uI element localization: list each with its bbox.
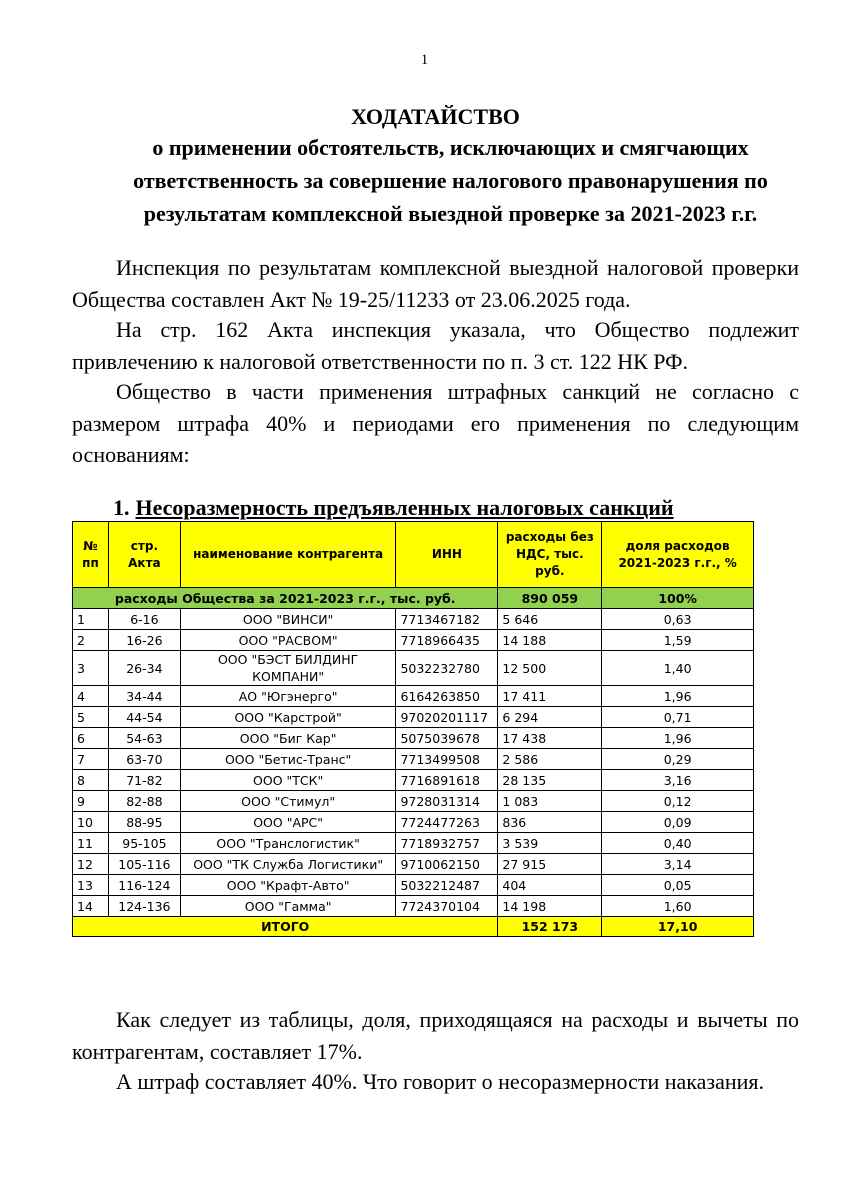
paragraph-liability: На стр. 162 Акта инспекция указала, что Общество подлежит привлечению к налоговой ответственности по п. 3 ст. 122 НК РФ. bbox=[72, 317, 799, 374]
row-counterparty: ООО "ТСК" bbox=[180, 770, 396, 791]
row-page: 105-116 bbox=[108, 854, 180, 875]
row-counterparty: ООО "Транслогистик" bbox=[180, 833, 396, 854]
row-inn: 7713467182 bbox=[396, 609, 498, 630]
paragraph-conclusion-share: Как следует из таблицы, доля, приходящаяся на расходы и вычеты по контрагентам, составляет 17%. bbox=[72, 1007, 799, 1064]
table-row bbox=[73, 686, 754, 707]
summary-row bbox=[73, 588, 754, 609]
row-num: 14 bbox=[73, 896, 109, 917]
row-num: 7 bbox=[73, 749, 109, 770]
row-counterparty: ООО "ТК Служба Логистики" bbox=[180, 854, 396, 875]
row-counterparty: ООО "Крафт-Авто" bbox=[180, 875, 396, 896]
summary-share: 100% bbox=[602, 588, 754, 609]
row-share: 1,40 bbox=[602, 651, 754, 686]
row-page: 44-54 bbox=[108, 707, 180, 728]
row-num: 13 bbox=[73, 875, 109, 896]
table-row bbox=[73, 791, 754, 812]
header-share: доля расходов 2021-2023 г.г., % bbox=[602, 522, 754, 588]
row-share: 1,96 bbox=[602, 686, 754, 707]
row-page: 95-105 bbox=[108, 833, 180, 854]
row-amount: 6 294 bbox=[498, 707, 602, 728]
row-page: 63-70 bbox=[108, 749, 180, 770]
table-header-row bbox=[73, 522, 754, 588]
total-row bbox=[73, 917, 754, 937]
row-inn: 5032212487 bbox=[396, 875, 498, 896]
document-subtitle: о применении обстоятельств, исключающих и смягчающих ответственность за совершение налогового правонарушения по результатам комплексной выездной проверке за 2021-2023 г.г. bbox=[133, 135, 768, 226]
row-num: 2 bbox=[73, 630, 109, 651]
row-amount: 404 bbox=[498, 875, 602, 896]
row-counterparty: ООО "БЭСТ БИЛДИНГ КОМПАНИ" bbox=[180, 651, 396, 686]
page-number: 1 bbox=[420, 52, 429, 68]
row-amount: 3 539 bbox=[498, 833, 602, 854]
row-inn: 6164263850 bbox=[396, 686, 498, 707]
row-num: 1 bbox=[73, 609, 109, 630]
row-counterparty: ООО "Гамма" bbox=[180, 896, 396, 917]
row-counterparty: ООО "ВИНСИ" bbox=[180, 609, 396, 630]
paragraph-act: Инспекция по результатам комплексной выездной налоговой проверки Общества составлен Акт № 19-25/11233 от 23.06.2025 года. bbox=[72, 255, 799, 312]
row-counterparty: ООО "Биг Кар" bbox=[180, 728, 396, 749]
row-inn: 7724370104 bbox=[396, 896, 498, 917]
row-share: 0,09 bbox=[602, 812, 754, 833]
row-page: 16-26 bbox=[108, 630, 180, 651]
row-amount: 14 198 bbox=[498, 896, 602, 917]
header-amount: расходы без НДС, тыс. руб. bbox=[498, 522, 602, 588]
row-inn: 7718932757 bbox=[396, 833, 498, 854]
row-amount: 1 083 bbox=[498, 791, 602, 812]
row-share: 1,96 bbox=[602, 728, 754, 749]
row-inn: 7724477263 bbox=[396, 812, 498, 833]
row-counterparty: ООО "Карстрой" bbox=[180, 707, 396, 728]
row-num: 10 bbox=[73, 812, 109, 833]
table-row bbox=[73, 770, 754, 791]
row-amount: 27 915 bbox=[498, 854, 602, 875]
table-row bbox=[73, 833, 754, 854]
row-num: 6 bbox=[73, 728, 109, 749]
row-inn: 5032232780 bbox=[396, 651, 498, 686]
row-page: 26-34 bbox=[108, 651, 180, 686]
table-row bbox=[73, 728, 754, 749]
row-share: 0,40 bbox=[602, 833, 754, 854]
row-num: 4 bbox=[73, 686, 109, 707]
row-page: 88-95 bbox=[108, 812, 180, 833]
row-share: 0,63 bbox=[602, 609, 754, 630]
table-row bbox=[73, 609, 754, 630]
row-num: 11 bbox=[73, 833, 109, 854]
total-amount: 152 173 bbox=[498, 917, 602, 937]
row-num: 12 bbox=[73, 854, 109, 875]
row-num: 3 bbox=[73, 651, 109, 686]
paragraph-conclusion-fine: А штраф составляет 40%. Что говорит о несоразмерности наказания. bbox=[116, 1069, 765, 1094]
table-row bbox=[73, 749, 754, 770]
row-amount: 5 646 bbox=[498, 609, 602, 630]
row-share: 3,16 bbox=[602, 770, 754, 791]
row-amount: 17 411 bbox=[498, 686, 602, 707]
header-counterparty: наименование контрагента bbox=[180, 522, 396, 588]
row-page: 54-63 bbox=[108, 728, 180, 749]
row-inn: 5075039678 bbox=[396, 728, 498, 749]
row-counterparty: ООО "Стимул" bbox=[180, 791, 396, 812]
row-num: 9 bbox=[73, 791, 109, 812]
row-num: 8 bbox=[73, 770, 109, 791]
table-row bbox=[73, 707, 754, 728]
row-inn: 9710062150 bbox=[396, 854, 498, 875]
row-page: 124-136 bbox=[108, 896, 180, 917]
row-share: 0,29 bbox=[602, 749, 754, 770]
row-share: 1,59 bbox=[602, 630, 754, 651]
row-counterparty: АО "Югэнерго" bbox=[180, 686, 396, 707]
total-label: ИТОГО bbox=[73, 917, 498, 937]
row-page: 82-88 bbox=[108, 791, 180, 812]
row-amount: 836 bbox=[498, 812, 602, 833]
row-inn: 7713499508 bbox=[396, 749, 498, 770]
table-row bbox=[73, 812, 754, 833]
row-counterparty: ООО "Бетис-Транс" bbox=[180, 749, 396, 770]
summary-label: расходы Общества за 2021-2023 г.г., тыс. руб. bbox=[73, 588, 498, 609]
document-title: ХОДАТАЙСТВО bbox=[351, 104, 520, 129]
row-counterparty: ООО "АРС" bbox=[180, 812, 396, 833]
header-num: № пп bbox=[73, 522, 109, 588]
row-page: 6-16 bbox=[108, 609, 180, 630]
section-number: 1. bbox=[113, 495, 130, 520]
row-amount: 14 188 bbox=[498, 630, 602, 651]
row-page: 71-82 bbox=[108, 770, 180, 791]
total-share: 17,10 bbox=[602, 917, 754, 937]
table-row bbox=[73, 875, 754, 896]
section-heading bbox=[113, 494, 674, 522]
row-counterparty: ООО "РАСВОМ" bbox=[180, 630, 396, 651]
row-share: 0,71 bbox=[602, 707, 754, 728]
row-share: 0,12 bbox=[602, 791, 754, 812]
row-page: 34-44 bbox=[108, 686, 180, 707]
row-inn: 9728031314 bbox=[396, 791, 498, 812]
row-num: 5 bbox=[73, 707, 109, 728]
table-row bbox=[73, 651, 754, 686]
paragraph-disagreement: Общество в части применения штрафных санкций не согласно с размером штрафа 40% и периодами его применения по следующим основаниям: bbox=[72, 379, 799, 467]
row-inn: 97020201117 bbox=[396, 707, 498, 728]
row-inn: 7716891618 bbox=[396, 770, 498, 791]
table-row bbox=[73, 630, 754, 651]
row-share: 1,60 bbox=[602, 896, 754, 917]
row-amount: 17 438 bbox=[498, 728, 602, 749]
row-amount: 2 586 bbox=[498, 749, 602, 770]
table-row bbox=[73, 896, 754, 917]
row-inn: 7718966435 bbox=[396, 630, 498, 651]
expenses-table bbox=[72, 521, 754, 937]
row-share: 3,14 bbox=[602, 854, 754, 875]
header-page: стр. Акта bbox=[108, 522, 180, 588]
section-title: Несоразмерность предъявленных налоговых санкций bbox=[135, 495, 674, 520]
row-amount: 28 135 bbox=[498, 770, 602, 791]
row-share: 0,05 bbox=[602, 875, 754, 896]
row-amount: 12 500 bbox=[498, 651, 602, 686]
table-row bbox=[73, 854, 754, 875]
header-inn: ИНН bbox=[396, 522, 498, 588]
row-page: 116-124 bbox=[108, 875, 180, 896]
summary-amount: 890 059 bbox=[498, 588, 602, 609]
